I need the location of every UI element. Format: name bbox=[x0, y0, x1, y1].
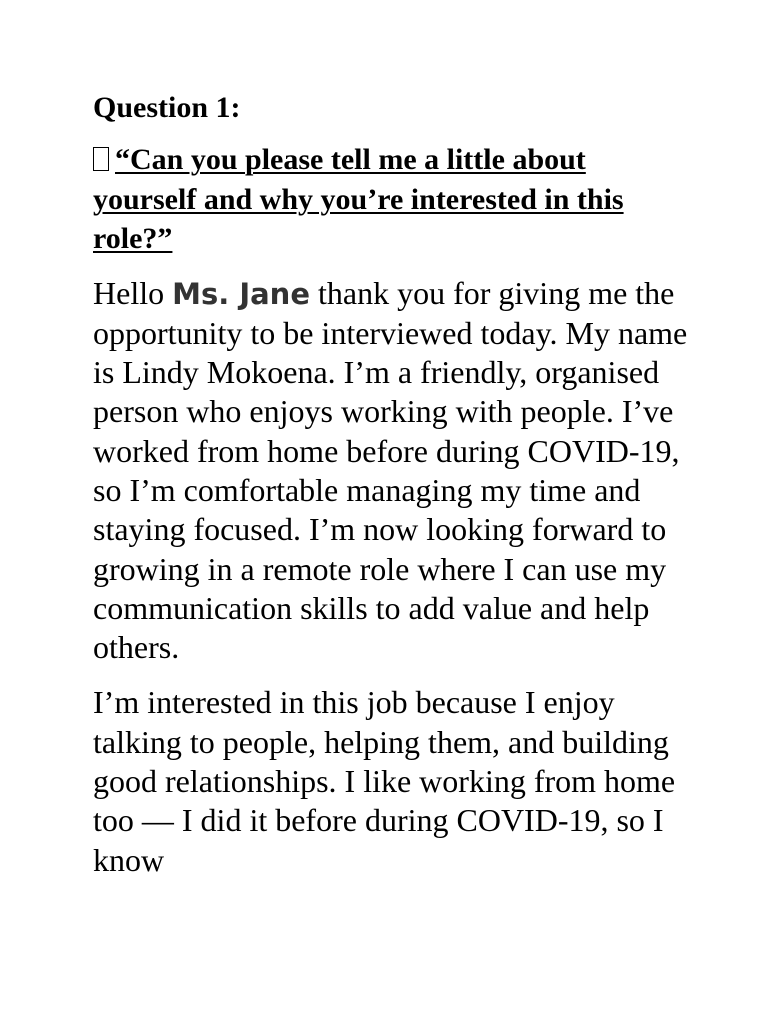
answer-paragraph-1 bbox=[93, 274, 693, 668]
question-text-label: “Can you please tell me a little about yourself and why you’re interested in this role?” bbox=[93, 143, 624, 255]
missing-glyph-icon bbox=[93, 147, 109, 171]
answer-paragraph-1-body: thank you for giving me the opportunity to be interviewed today. My name is Lindy Mokoena. I’m a friendly, organised person who enjoys working with people. I’ve worked from home before during COVID-19, so I’m comfortable managing my time and staying focused. I’m now looking forward to growing in a remote role where I can use my communication skills to add value and help others. bbox=[93, 274, 688, 666]
question-heading: Question 1: bbox=[93, 91, 241, 124]
question-text bbox=[93, 140, 633, 259]
interviewer-name: Ms. Jane bbox=[172, 276, 310, 311]
answer-paragraph-2: I’m interested in this job because I enjoy talking to people, helping them, and building good relationships. I like working from home too — I did it before during COVID-19, so I know bbox=[93, 684, 676, 878]
document-body bbox=[93, 88, 693, 880]
greeting: Hello bbox=[93, 274, 165, 311]
